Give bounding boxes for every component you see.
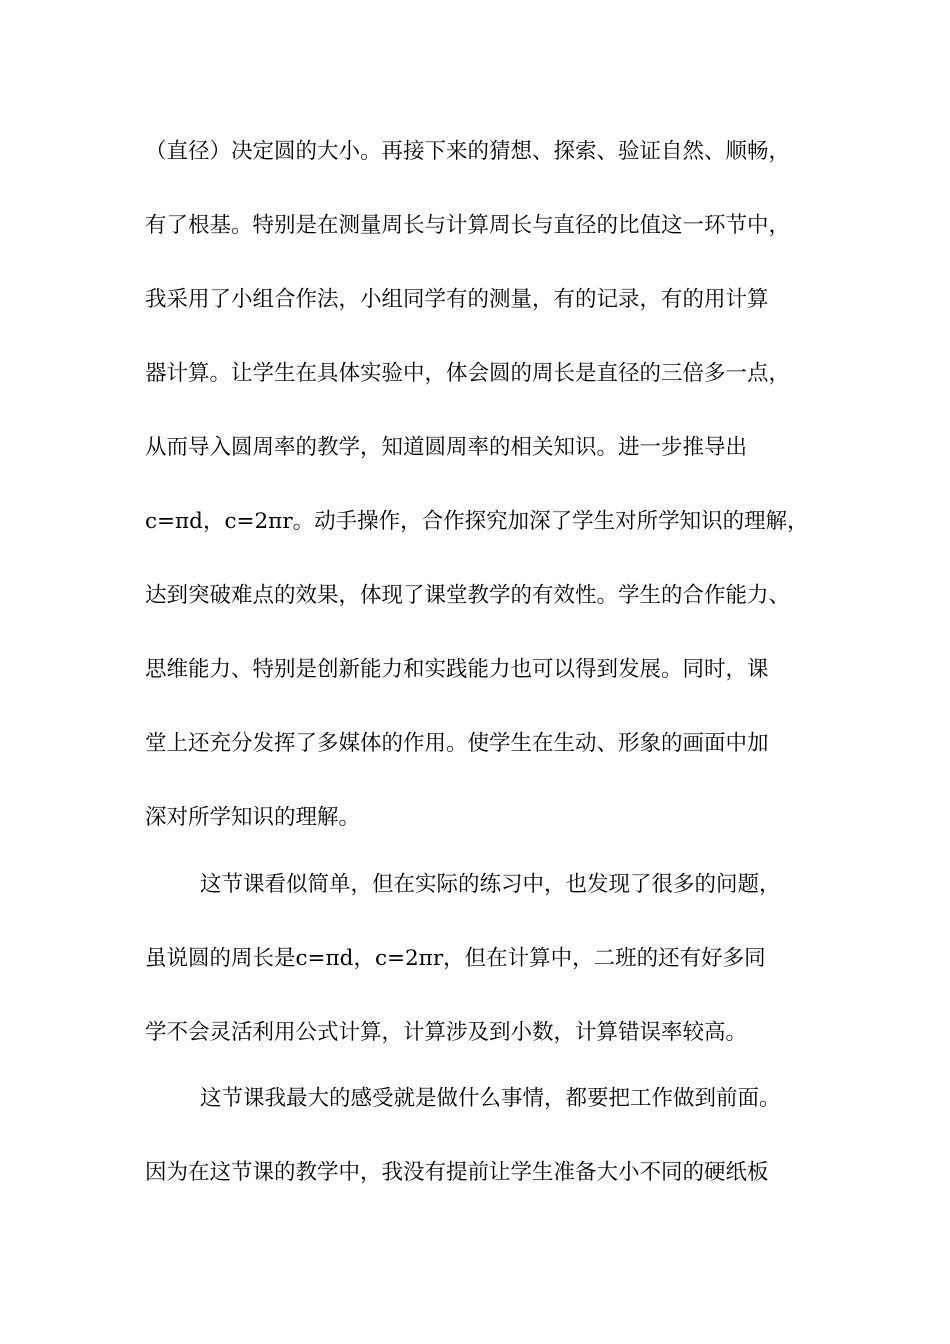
text-line-3: 我采用了小组合作法，小组同学有的测量，有的记录，有的用计算 — [145, 287, 769, 312]
text-line-5: 从而导入圆周率的教学，知道圆周率的相关知识。进一步推导出 — [145, 435, 748, 460]
text-line-6: c=πd，c=2πr。动手操作，合作探究加深了学生对所学知识的理解， — [145, 509, 809, 534]
text-line-8: 思维能力、特别是创新能力和实践能力也可以得到发展。同时，课 — [145, 657, 769, 682]
text-line-7: 达到突破难点的效果，体现了课堂教学的有效性。学生的合作能力、 — [145, 583, 791, 608]
text-line-15: 因为在这节课的教学中，我没有提前让学生准备大小不同的硬纸板 — [145, 1160, 769, 1185]
text-line-4: 器计算。让学生在具体实验中，体会圆的周长是直径的三倍多一点， — [145, 361, 791, 386]
text-line-9: 堂上还充分发挥了多媒体的作用。使学生在生动、形象的画面中加 — [145, 731, 769, 756]
text-line-13: 学不会灵活利用公式计算，计算涉及到小数，计算错误率较高。 — [145, 1020, 748, 1045]
text-line-2: 有了根基。特别是在测量周长与计算周长与直径的比值这一环节中， — [145, 213, 791, 238]
text-line-12: 虽说圆的周长是c=πd，c=2πr，但在计算中，二班的还有好多同 — [145, 946, 766, 971]
text-line-10: 深对所学知识的理解。 — [145, 805, 361, 830]
paragraph-start-line-2: 这节课我最大的感受就是做什么事情，都要把工作做到前面。 — [200, 1086, 781, 1111]
paragraph-start-line-1: 这节课看似简单，但在实际的练习中，也发现了很多的问题， — [200, 872, 781, 897]
text-line-1: （直径）决定圆的大小。再接下来的猜想、探索、验证自然、顺畅， — [145, 139, 791, 164]
